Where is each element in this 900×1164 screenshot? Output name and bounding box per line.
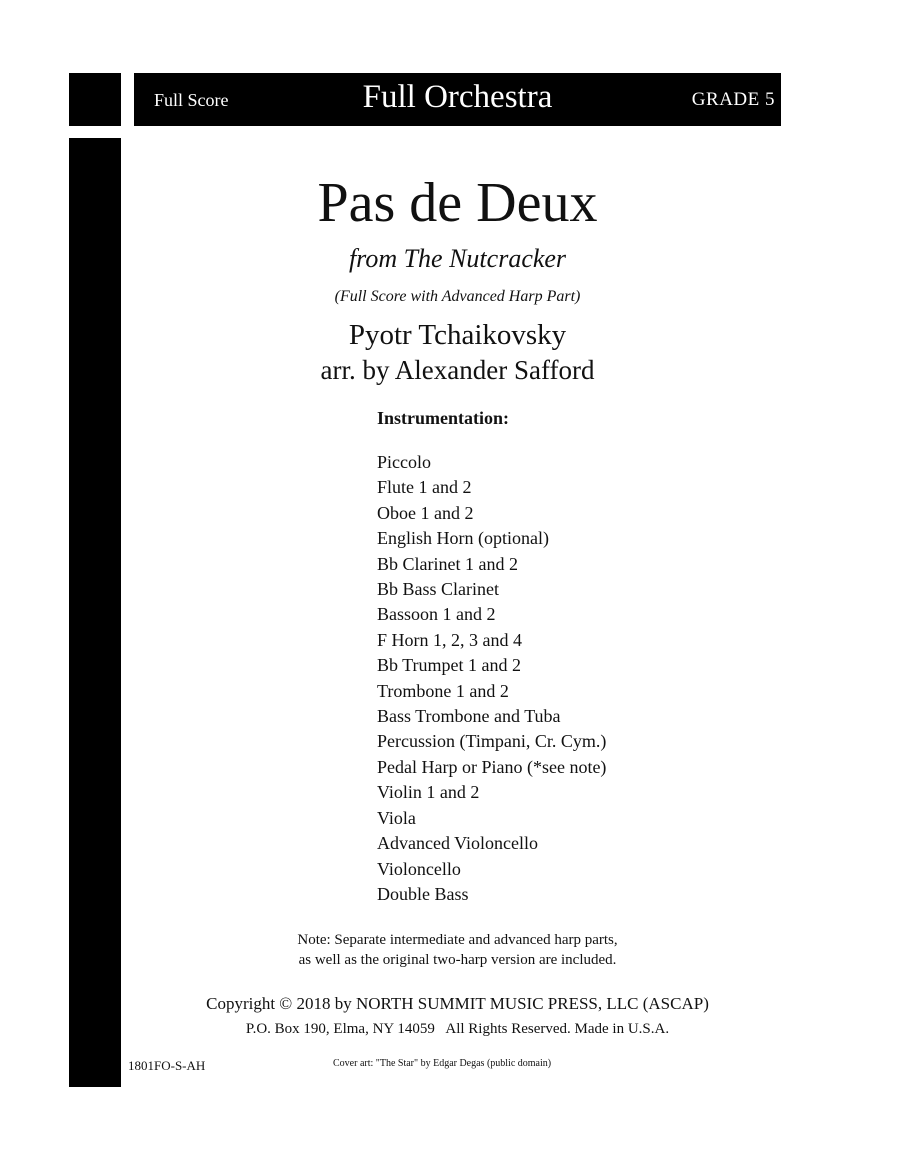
header-bar [134, 73, 781, 126]
instrument-item: Percussion (Timpani, Cr. Cym.) [377, 731, 607, 752]
instrumentation-heading: Instrumentation: [377, 408, 510, 428]
instrument-item: Piccolo [377, 452, 431, 472]
instrument-item: Bassoon 1 and 2 [377, 604, 496, 625]
instrument-item: Flute 1 and 2 [377, 477, 472, 498]
copyright-line-1: Copyright © 2018 by NORTH SUMMIT MUSIC PRESS, LLC (ASCAP) [206, 994, 709, 1013]
instrument-item: Bb Bass Clarinet [377, 579, 499, 600]
instrument-item: Bass Trombone and Tuba [377, 706, 561, 727]
instrument-item: Double Bass [377, 883, 469, 904]
instrument-item: Oboe 1 and 2 [377, 502, 474, 523]
page-title: Pas de Deux [317, 172, 598, 234]
instrument-item: F Horn 1, 2, 3 and 4 [377, 629, 522, 650]
harp-note-line-1: Note: Separate intermediate and advanced harp parts, [297, 932, 618, 948]
arranger: arr. by Alexander Safford [320, 355, 595, 385]
header-full-score-label: Full Score [154, 90, 229, 110]
header-grade-label: GRADE 5 [691, 89, 775, 110]
side-bar [69, 138, 121, 1087]
composer: Pyotr Tchaikovsky [348, 319, 567, 351]
instrument-item: Violin 1 and 2 [377, 782, 480, 803]
header-ensemble-label: Full Orchestra [362, 79, 553, 115]
instrument-item: Trombone 1 and 2 [377, 680, 509, 701]
instrumentation-list [377, 450, 606, 907]
instrument-item: Pedal Harp or Piano (*see note) [377, 756, 607, 777]
subnote: (Full Score with Advanced Harp Part) [334, 288, 581, 305]
instrument-item: Bb Clarinet 1 and 2 [377, 553, 518, 574]
instrument-item: Advanced Violoncello [377, 833, 539, 854]
instrument-item: English Horn (optional) [377, 528, 549, 549]
copyright-line-2: P.O. Box 190, Elma, NY 14059 All Rights Reserved. Made in U.S.A. [245, 1021, 670, 1037]
cover-art-credit: Cover art: "The Star" by Edgar Degas (public domain) [333, 1058, 552, 1069]
instrument-item: Violoncello [377, 858, 461, 879]
instrument-item: Viola [377, 807, 416, 828]
subtitle: from The Nutcracker [348, 244, 567, 273]
side-block-top [69, 73, 121, 126]
catalog-number: 1801FO-S-AH [128, 1058, 206, 1073]
harp-note-line-2: as well as the original two-harp version are included. [298, 952, 617, 968]
instrument-item: Bb Trumpet 1 and 2 [377, 655, 522, 676]
harp-note [134, 930, 781, 970]
